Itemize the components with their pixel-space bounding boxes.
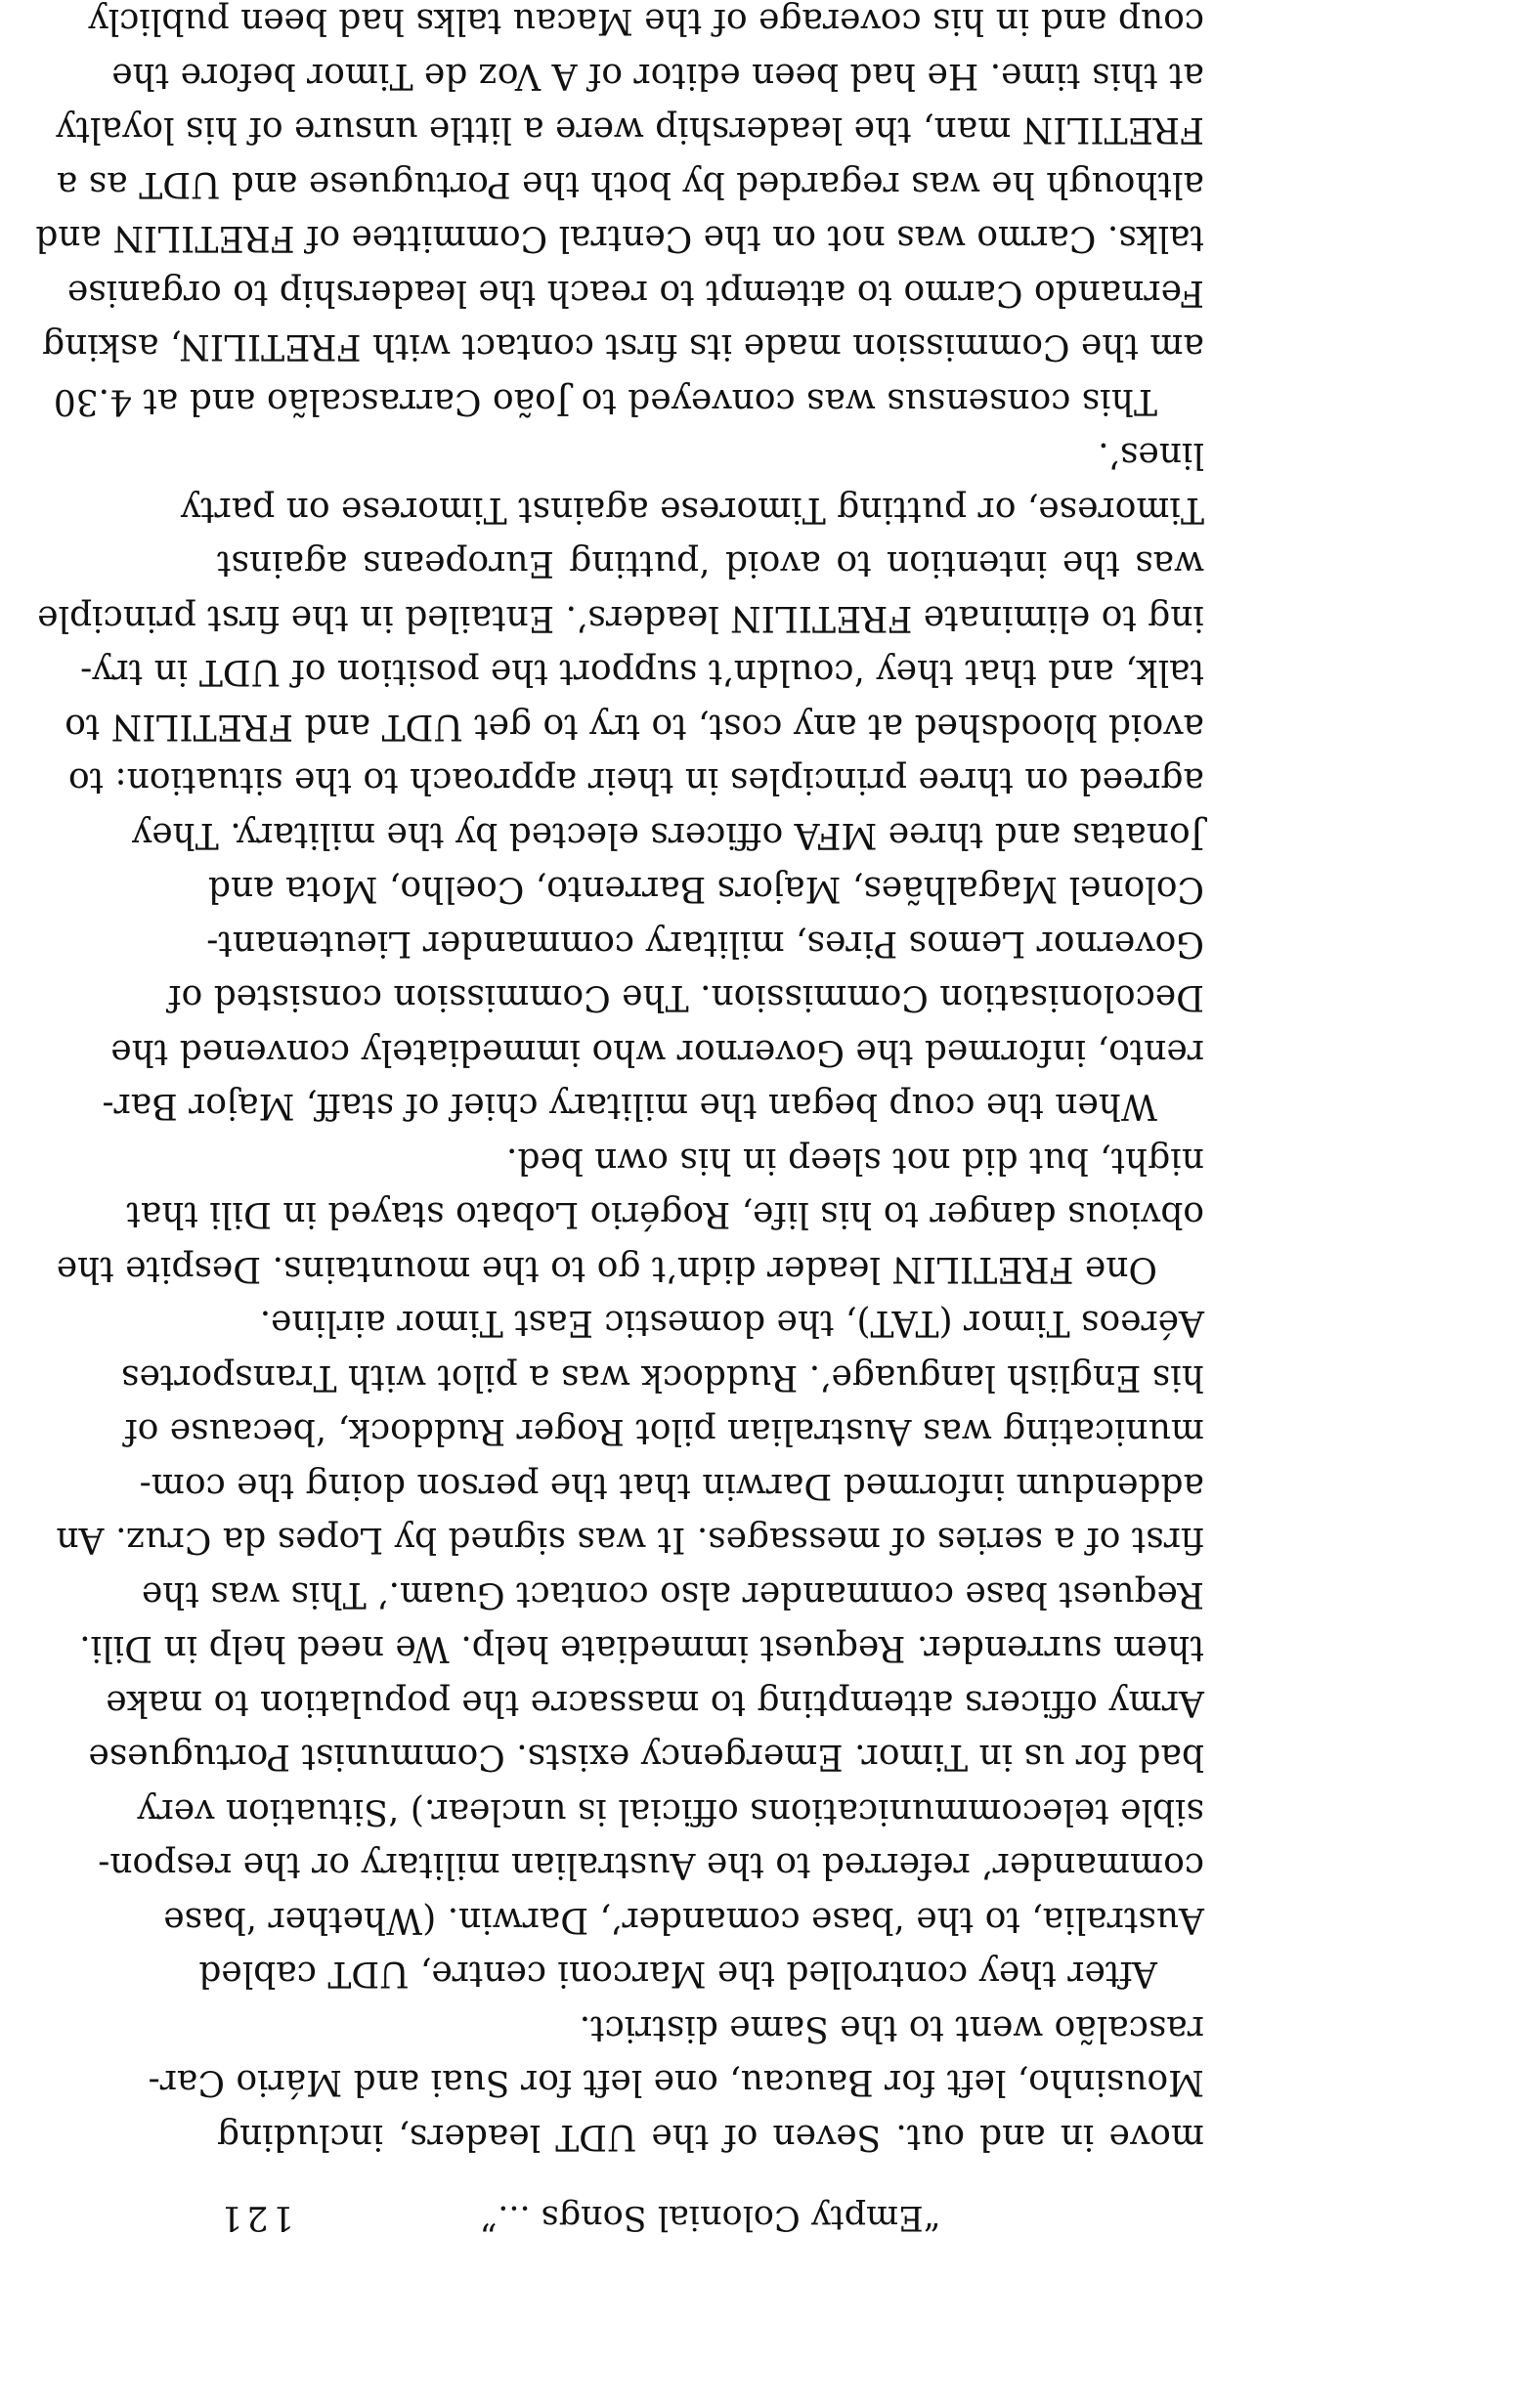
text-line: although he was regarded by both the Portuguese and UDT as a [56, 164, 1204, 204]
text-line: his English language’. Ruddock was a pilot with Transportes [121, 1357, 1204, 1398]
text-line: at this time. He had been editor of A Voz de Timor before the [111, 56, 1204, 96]
paragraph [56, 1296, 1204, 2001]
text-line: them surrender. Request immediate help. We need help in Dili. [79, 1628, 1204, 1669]
text-line: sible telecommunications official is unclear.) ‘Situation very [137, 1791, 1204, 1831]
text-line: One FRETILIN leader didn’t go to the mountains. Despite the [56, 1249, 1157, 1289]
text-line: Decolonisation Commission. The Commission consisted of [168, 977, 1204, 1018]
text-line: addendum informed Darwin that the person doing the com- [139, 1466, 1204, 1506]
text-line: coup and in his coverage of the Macau talks had been publicly [88, 1, 1204, 42]
paragraph [35, 0, 1204, 428]
text-line: FRETILIN man, the leadership were a little unsure of his loyalty [56, 109, 1204, 150]
running-head [217, 2188, 1204, 2237]
paragraph [37, 428, 1204, 1134]
text-line: talks. Carmo was not on the Central Committee of FRETILIN and [35, 218, 1204, 259]
text-line: lines’. [1098, 435, 1204, 476]
text-line: agreed on three principles in their approach to the situation: to [67, 760, 1204, 801]
page-number: 121 [217, 2198, 294, 2237]
text-line: ing to eliminate FRETILIN leaders’. Entailed in the first principle [37, 598, 1204, 638]
text-line: Timorese, or putting Timorese against Timorese on party [180, 490, 1204, 530]
text-line: rascalão went to the Same district. [579, 2008, 1204, 2048]
text-line: Army officers attempting to massacre the population to make [106, 1683, 1204, 1723]
paragraph [56, 1134, 1204, 1297]
text-line: Australia, to the ‘base comander’, Darwin. (Whether ‘base [163, 1900, 1204, 1940]
text-line: rento, informed the Governor who immediately convened the [110, 1032, 1204, 1072]
text-line: Aéreos Timor (TAT), the domestic East Timor airline. [259, 1303, 1204, 1344]
text-line: municating was Australian pilot Roger Ruddock, ‘because of [124, 1411, 1204, 1452]
text-line: Request base commander also contact Guam.’ This was the [141, 1574, 1204, 1614]
text-line: Colonel Magalhães, Majors Barrento, Coelho, Mota and [207, 869, 1204, 910]
text-line: am the Commission made its first contact with FRETILIN, asking [42, 326, 1204, 367]
text-line: was the intention to avoid ‘putting Europeans against [217, 543, 1204, 584]
text-line: move in and out. Seven of the UDT leaders, including [217, 2117, 1204, 2157]
body-text [35, 0, 1204, 2164]
paragraph [148, 2001, 1204, 2165]
text-line: first of a series of messages. It was signed by Lopes da Cruz. An [56, 1520, 1204, 1561]
text-line: This consensus was conveyed to João Carrascalão and at 4.30 [53, 381, 1157, 421]
text-line: commander’ referred to the Australian military or the respon- [98, 1845, 1204, 1886]
text-line: Mousinho, left for Baucau, one left for Suai and Mário Car- [148, 2062, 1204, 2103]
text-line: night, but did not sleep in his own bed. [505, 1140, 1204, 1181]
running-head-title: “Empty Colonial Songs ...” [480, 2198, 941, 2237]
text-line: talk, and that they ‘couldn’t support the position of UDT in try- [80, 652, 1204, 693]
text-line: Governor Lemos Pires, military commander Lieutenant- [206, 924, 1204, 964]
text-line: After they controlled the Marconi centre, UDT cabled [198, 1954, 1157, 1995]
text-line: avoid bloodshed at any cost, to try to get UDT and FRETILIN to [65, 707, 1204, 747]
text-line: When the coup began the military chief of staff, Major Bar- [102, 1086, 1157, 1127]
text-line: Fernando Carmo to attempt to reach the leadership to organise [66, 273, 1204, 313]
text-line: Jonatas and three MFA officers elected by the military. They [131, 815, 1204, 855]
text-line: obvious danger to his life, Rogério Lobato stayed in Dili that [126, 1194, 1204, 1235]
text-line: bad for us in Timor. Emergency exists. Communist Portuguese [88, 1737, 1204, 1778]
